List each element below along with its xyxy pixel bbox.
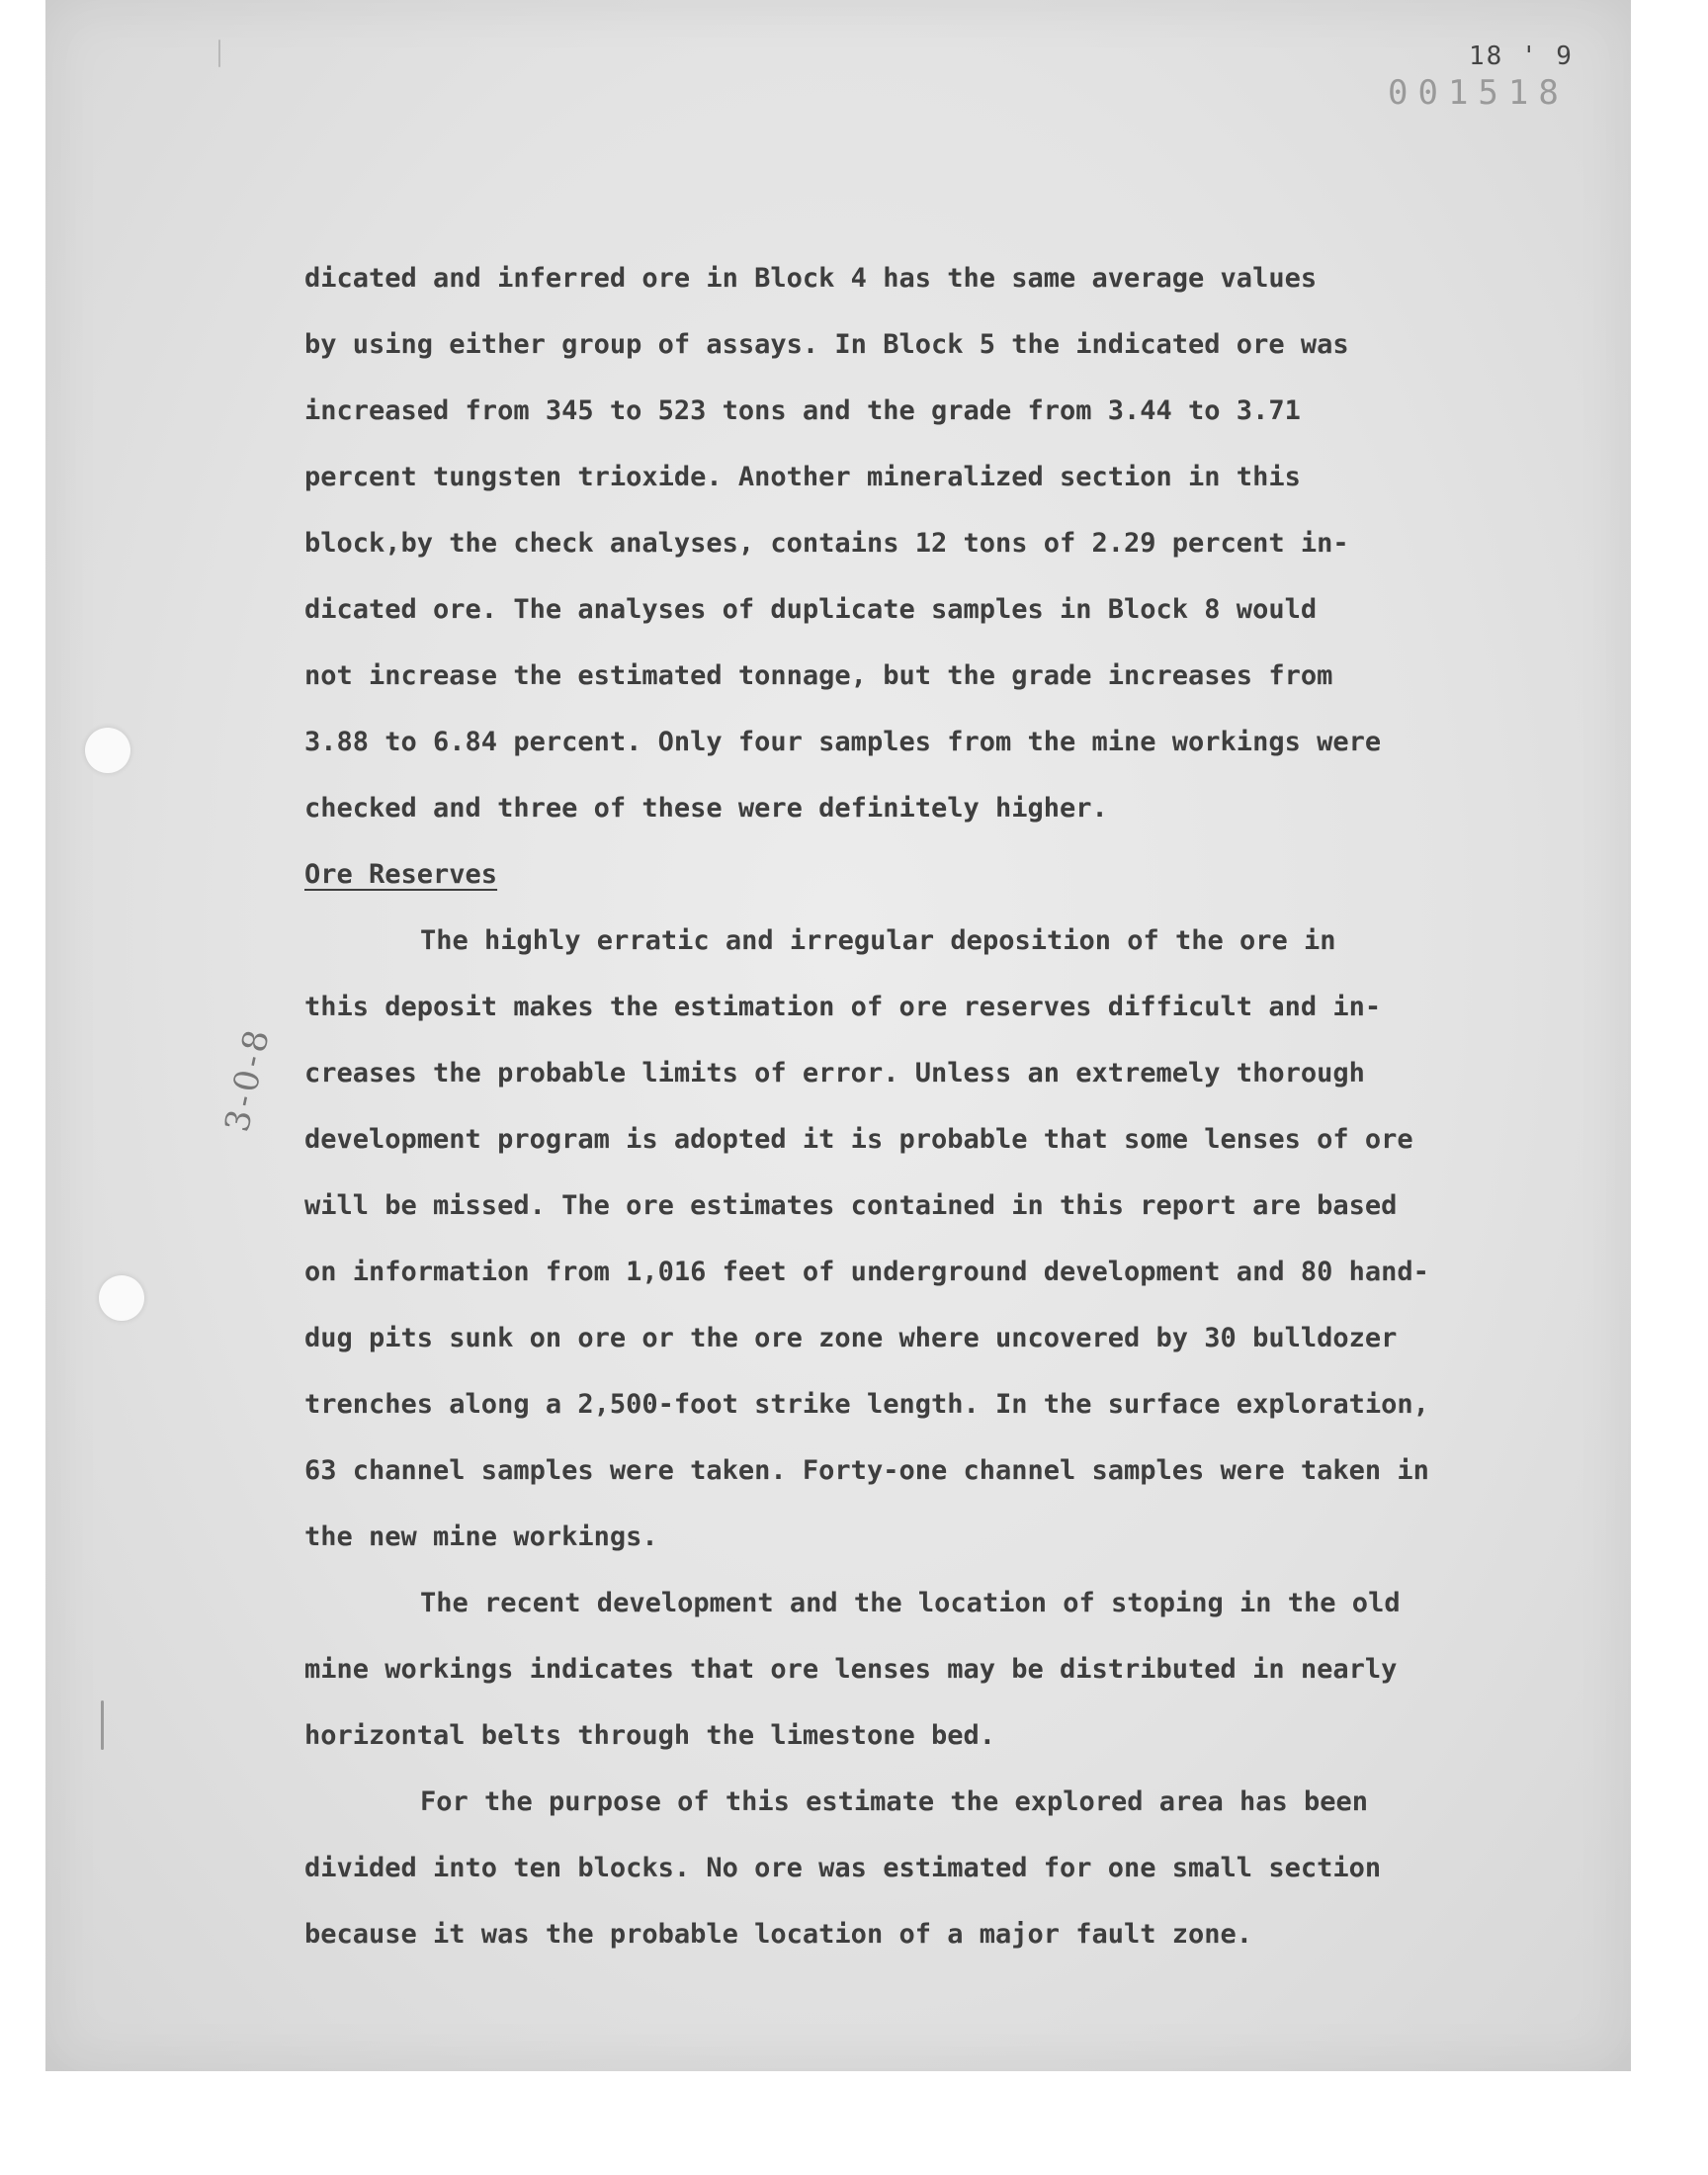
punch-hole bbox=[85, 728, 130, 773]
stamp-number: 001518 bbox=[1388, 73, 1569, 113]
text-line: trenches along a 2,500-foot strike length. In the surface exploration, bbox=[304, 1389, 1429, 1420]
text-line: For the purpose of this estimate the explored area has been bbox=[420, 1786, 1369, 1817]
text-line: this deposit makes the estimation of ore reserves difficult and in- bbox=[304, 992, 1382, 1022]
text-line: increased from 345 to 523 tons and the grade from 3.44 to 3.71 bbox=[304, 395, 1301, 426]
text-line: mine workings indicates that ore lenses may be distributed in nearly bbox=[304, 1654, 1398, 1685]
section-heading: Ore Reserves bbox=[304, 859, 498, 890]
text-line: The recent development and the location of stoping in the old bbox=[420, 1588, 1401, 1618]
edge-mark bbox=[218, 40, 220, 67]
text-line: horizontal belts through the limestone bed. bbox=[304, 1720, 995, 1751]
text-line: dicated and inferred ore in Block 4 has the same average values bbox=[304, 263, 1318, 294]
text-line: the new mine workings. bbox=[304, 1522, 658, 1552]
text-line: 63 channel samples were taken. Forty-one channel samples were taken in bbox=[304, 1455, 1429, 1486]
scanned-page bbox=[45, 0, 1631, 2071]
text-line: creases the probable limits of error. Unless an extremely thorough bbox=[304, 1058, 1365, 1088]
text-line: checked and three of these were definitely higher. bbox=[304, 793, 1108, 824]
document-body bbox=[304, 245, 1550, 1967]
text-line: will be missed. The ore estimates contained in this report are based bbox=[304, 1190, 1398, 1221]
text-line: by using either group of assays. In Block 5 the indicated ore was bbox=[304, 329, 1349, 360]
edge-mark bbox=[101, 1700, 104, 1750]
text-line: divided into ten blocks. No ore was estimated for one small section bbox=[304, 1853, 1382, 1883]
text-line: percent tungsten trioxide. Another mineralized section in this bbox=[304, 462, 1301, 492]
text-line: block,by the check analyses, contains 12 tons of 2.29 percent in- bbox=[304, 528, 1349, 559]
text-line: 3.88 to 6.84 percent. Only four samples from the mine workings were bbox=[304, 727, 1382, 757]
margin-handwritten-mark: 3-0-8 bbox=[217, 1022, 279, 1136]
text-line: dicated ore. The analyses of duplicate samples in Block 8 would bbox=[304, 594, 1318, 625]
text-line: not increase the estimated tonnage, but the grade increases from bbox=[304, 660, 1333, 691]
page-number: 18 ' 9 bbox=[1469, 42, 1574, 71]
text-line: dug pits sunk on ore or the ore zone where uncovered by 30 bulldozer bbox=[304, 1323, 1398, 1353]
punch-hole bbox=[99, 1275, 144, 1321]
text-line: on information from 1,016 feet of underground development and 80 hand- bbox=[304, 1257, 1429, 1287]
text-line: The highly erratic and irregular deposition of the ore in bbox=[420, 925, 1336, 956]
text-line: because it was the probable location of a major fault zone. bbox=[304, 1919, 1253, 1950]
text-line: development program is adopted it is probable that some lenses of ore bbox=[304, 1124, 1413, 1155]
